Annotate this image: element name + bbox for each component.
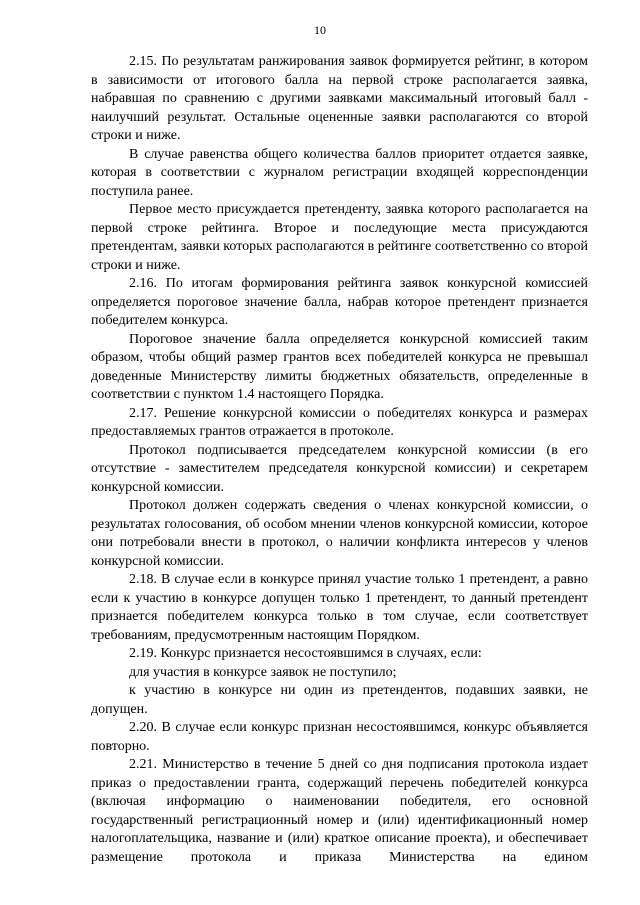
paragraph-2-19: 2.19. Конкурс признается несостоявшимся в случаях, если: — [129, 646, 482, 661]
paragraph-2-17: 2.17. Решение конкурсной комиссии о победителях конкурса и размерах предоставляемых грантов отражается в протоколе. — [91, 405, 588, 439]
paragraph-2-21: 2.21. Министерство в течение 5 дней со дня подписания протокола издает приказ о предоставлении гранта, содержащий перечень победителей конкурса (включая информацию о наименовании победителя, его основной государственный регистрационный номер и (или) идентификационный номер налогоплательщика, название и (или) краткое описание проекта), и обеспечивает размещение протокола и приказа Министерства на едином — [91, 757, 588, 865]
page-number: 10 — [314, 23, 326, 37]
paragraph-first-place: Первое место присуждается претенденту, заявка которого располагается на первой строке рейтинга. Второе и последующие места присуждаются претендентам, заявки которых располагаются в рейтинге соответственно со второй строки и ниже. — [91, 202, 588, 273]
paragraph-no-applications: для участия в конкурсе заявок не поступило; — [129, 664, 397, 680]
paragraph-2-18: 2.18. В случае если в конкурсе принял участие только 1 претендент, а равно если к участию в конкурсе допущен только 1 претендент, то данный претендент признается победителем конкурса только в том случае, если соответствует требованиям, предусмотренным настоящим Порядком. — [91, 572, 588, 643]
paragraph-protocol-contents: Протокол должен содержать сведения о членах конкурсной комиссии, о результатах голосования, об особом мнении членов конкурсной комиссии, которое они потребовали внести в протокол, о наличии конфликта интересов у членов конкурсной комиссии. — [91, 498, 588, 569]
paragraph-none-admitted: к участию в конкурсе ни один из претендентов, подавших заявки, не допущен. — [91, 683, 588, 717]
document-body — [91, 53, 588, 867]
paragraph-equal-scores: В случае равенства общего количества баллов приоритет отдается заявке, которая в соответствии с журналом регистрации входящей корреспонденции поступила ранее. — [91, 146, 588, 199]
paragraph-2-16: 2.16. По итогам формирования рейтинга заявок конкурсной комиссией определяется пороговое значение балла, набрав которое претендент признается победителем конкурса. — [91, 276, 588, 328]
paragraph-protocol-signing: Протокол подписывается председателем конкурсной комиссии (в его отсутствие - заместителем председателя конкурсной комиссии) и секретарем конкурсной комиссии. — [91, 442, 588, 495]
paragraph-threshold: Пороговое значение балла определяется конкурсной комиссией таким образом, чтобы общий размер грантов всех победителей конкурса не превышал доведенные Министерству лимиты бюджетных обязательств, определенные в соответствии с пунктом 1.4 настоящего Порядка. — [91, 331, 588, 402]
paragraph-2-15: 2.15. По результатам ранжирования заявок формируется рейтинг, в котором в зависимости от итогового балла на первой строке располагается заявка, набравшая по сравнению с другими заявками максимальный итоговый балл - наилучший результат. Остальные оцененные заявки располагаются со второй строки и ниже. — [91, 54, 588, 143]
paragraph-2-20: 2.20. В случае если конкурс признан несостоявшимся, конкурс объявляется повторно. — [91, 720, 588, 754]
